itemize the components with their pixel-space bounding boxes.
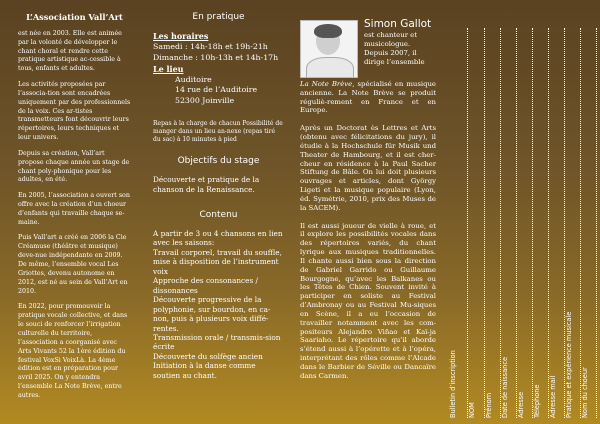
association-paragraph: Les activités proposées par l’associa-tion sont encadrées uniquement par des professionnels de la voix. Ces ar-tistes transmetteurs font découvrir leurs répertoires, leurs techniques et leur univers. bbox=[18, 80, 131, 142]
practical-column bbox=[137, 0, 290, 424]
lieu-line: 52300 Joinville bbox=[175, 95, 235, 105]
contenu-line: Découverte progressive de la polyphonie, sur bourdon, en ca-non, puis à plusieurs voix diffé-rentes. bbox=[153, 295, 271, 333]
objectifs-text: Découverte et pratique de la chanson de la Renaissance. bbox=[153, 175, 260, 194]
form-field-label: Pratique et expérience musicale bbox=[565, 311, 573, 418]
association-paragraph: Depuis sa création, Vall’art propose chaque année un stage de chant poly-phonique pour les adultes, en été. bbox=[18, 149, 130, 184]
contenu-line: Approche des consonances / dissonances bbox=[153, 276, 258, 295]
form-field-label: Date de naissance bbox=[501, 356, 509, 418]
association-column bbox=[0, 0, 137, 424]
form-title: Bulletin d’inscription bbox=[449, 350, 457, 418]
association-paragraph: est née en 2003. Elle est animée par la volonté de développer le chant choral et rendre cette pratique artistique ac-cessible à tous, enfants et adultes. bbox=[18, 29, 122, 73]
form-field-label: NOM bbox=[468, 402, 476, 418]
dimanche-hours: Dimanche : 10h-13h et 14h-17h bbox=[153, 52, 279, 62]
bio-paragraph: Il est aussi joueur de vielle à roue, et il explore les possibilités vocales dans des répertoires variés, du chant lyrique aux musiques traditionnelles. Il chante aussi bien sous la direction de Gabriel Garrido ou Guillaume Bourgogne, qu’avec les Balkanes ou les Têtes de Chien. Souvent invité à participer en soliste au Festival d’Ambronay ou au Festival Mu-siques en Scène, il a eu l’occasion de travailler notamment avec les com-positeurs Alejandro Viñao et Kaï-ja Saariaho. Le répertoire qu’il aborde s’étend aussi à l’opérette et à l’opéra, interprétant des rôles comme l’Alcade dans le Barbier de Séville ou Dancaïre dans Carmen. bbox=[300, 221, 436, 380]
repas-note: Repas à la charge de chacun Possibilité de manger dans un lieu an-nexe (repas tiré du sac) à 10 minutes à pied bbox=[153, 120, 283, 144]
ensemble-name: La Note Brève bbox=[300, 80, 353, 88]
association-paragraph: En 2022, pour promouvoir la pratique vocale collective, et dans le souci de renforcer l’irrigation culturelle du territoire, l’association a coorganisé avec Arts Vivants 52 la 1ère édition du festival VoxSi VoixLà. La 4ème édition est en préparation pour avril 2025. On y entendra l’ensemble La Note Brève, entre autres. bbox=[18, 302, 128, 400]
intro-line: Depuis 2007, il bbox=[364, 49, 417, 58]
note-breve-sentence: La Note Brève se produit réguliè-rement en France et en Europe. bbox=[300, 88, 436, 115]
association-title: L’Association Vall’Art bbox=[26, 12, 123, 22]
form-field-label: Adresse bbox=[517, 391, 525, 418]
intro-line: dirige l’ensemble bbox=[364, 57, 425, 66]
contenu-title: Contenu bbox=[199, 209, 238, 220]
form-field-label: Téléphone bbox=[533, 384, 541, 418]
association-paragraph: En 2005, l’association a ouvert son offre avec la création d’un choeur d’enfants qui travaille chaque se-maine. bbox=[18, 191, 130, 226]
contenu-line: A partir de 3 ou 4 chansons en lien avec les saisons: bbox=[153, 228, 283, 248]
registration-form bbox=[446, 0, 600, 424]
artist-name: Simon Gallot bbox=[364, 18, 432, 30]
contenu-line: Découverte du solfège ancien Initiation à la danse comme soutien au chant. bbox=[153, 351, 263, 380]
biography-column bbox=[290, 0, 446, 424]
intro-line: musicologue. bbox=[364, 40, 411, 49]
objectifs-title: Objectifs du stage bbox=[177, 156, 260, 167]
horaires-heading: Les horaires bbox=[153, 30, 209, 41]
form-field-label: Nom du choeur bbox=[581, 367, 589, 418]
form-field-label: Adresse mail bbox=[549, 375, 557, 418]
portrait-photo bbox=[300, 20, 358, 78]
lieu-heading: Le lieu bbox=[153, 64, 184, 75]
lieu-line: Auditoire bbox=[175, 74, 212, 84]
samedi-hours: Samedi : 14h-18h et 19h-21h bbox=[153, 42, 268, 52]
form-field-label: Prénom bbox=[485, 392, 493, 418]
bio-paragraph: Après un Doctorat ès Lettres et Arts (obtenu avec félicitations du jury), il étudie à la Hochschule für Musik und Theater de Hambourg, et il est cher-cheur en résidence à la Paul Sacher Stiftung de Bâle. On lui doit plusieurs ouvrages et articles, dont György Ligeti et la musique populaire (Lyon, éd. Symétrie, 2010, prix des Muses de la SACEM). bbox=[300, 124, 436, 212]
contenu-line: Transmission orale / transmis-sion écrite bbox=[153, 333, 281, 352]
pratique-title: En pratique bbox=[192, 12, 245, 22]
association-paragraph: Puis Vall’art a créé en 2006 la Cie Créamuse (théâtre et musique) deve-nue indépendante en 2009. De même, l’ensemble vocal Les Griottes, devenu autonome en 2012, est né au sein de Vall’Art en 2010. bbox=[18, 233, 128, 295]
lieu-line: 14 rue de l’Auditoire bbox=[175, 85, 258, 95]
intro-line: est chanteur et bbox=[364, 31, 418, 40]
contenu-line: Travail corporel, travail du souffle, mise à disposition de l’instrument voix bbox=[153, 247, 282, 276]
intro-rest: , spécialisé en musique ancienne. bbox=[300, 80, 436, 97]
